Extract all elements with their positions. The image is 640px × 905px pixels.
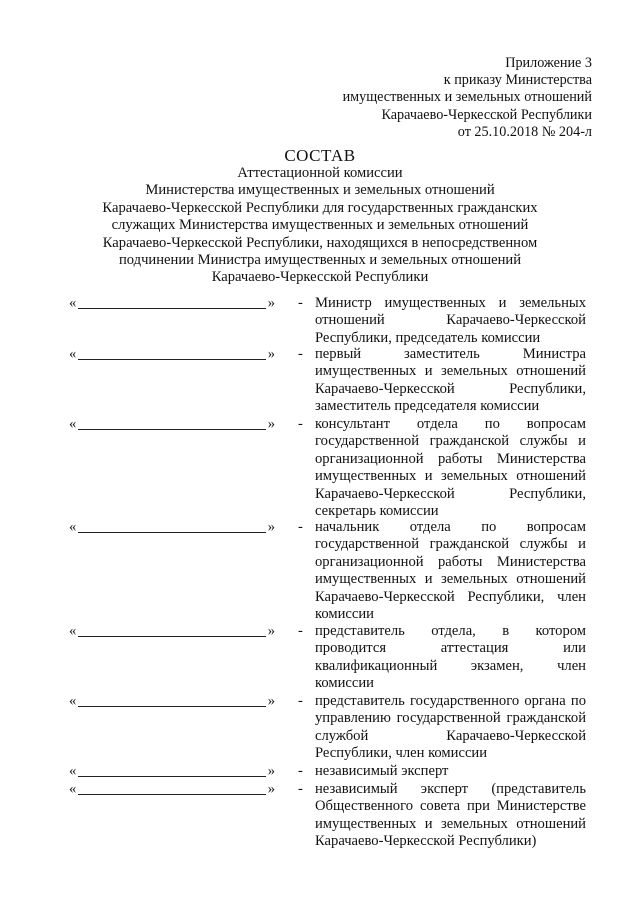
heading-line: служащих Министерства имущественных и земельных отношений — [111, 217, 529, 234]
name-blank — [69, 781, 275, 798]
dash: - — [298, 623, 303, 639]
heading-line: Министерства имущественных и земельных отношений — [145, 182, 495, 199]
open-quote: « — [69, 519, 77, 535]
commission-member — [0, 763, 640, 781]
open-quote: « — [69, 763, 77, 779]
document-heading — [80, 146, 560, 287]
heading-line: Карачаево-Черкесской Республики — [211, 269, 429, 286]
dash: - — [298, 693, 303, 709]
heading-line: подчинении Министра имущественных и земельных отношений — [118, 252, 522, 269]
blank-line — [78, 359, 266, 360]
close-quote: » — [267, 781, 275, 797]
blank-line — [78, 532, 266, 533]
appendix-order-ref: к приказу Министерства — [443, 72, 592, 89]
commission-member — [0, 295, 640, 346]
name-blank — [69, 519, 275, 536]
close-quote: » — [267, 763, 275, 779]
member-role: консультант отдела по вопросам государственной гражданской службы и организационной работы Министерства имущественных и земельных отношений Карачаево-Черкесской Республики, секретарь комиссии — [315, 416, 586, 520]
appendix-number: Приложение 3 — [505, 55, 592, 71]
heading-line: Карачаево-Черкесской Республики для государственных гражданских — [102, 199, 538, 216]
appendix-ministry: имущественных и земельных отношений — [342, 89, 592, 106]
dash: - — [298, 519, 303, 535]
name-blank — [69, 295, 275, 312]
dash: - — [298, 295, 303, 311]
appendix-date: от 25.10.2018 № 204-л — [457, 123, 592, 140]
member-role: представитель государственного органа по управлению государственной гражданской службой Карачаево-Черкесской Республики, член комиссии — [315, 693, 586, 762]
heading-line: Аттестационной комиссии — [237, 165, 403, 181]
blank-line — [78, 776, 266, 777]
commission-member — [0, 693, 640, 763]
open-quote: « — [69, 346, 77, 362]
member-role: начальник отдела по вопросам государственной гражданской службы и организационной работы Министерства имущественных и земельных отношений Карачаево-Черкесской Республики, член комиссии — [315, 519, 586, 623]
blank-line — [78, 636, 266, 637]
close-quote: » — [267, 623, 275, 639]
appendix-block — [343, 55, 592, 141]
blank-line — [78, 308, 266, 309]
name-blank — [69, 623, 275, 640]
member-role: независимый эксперт (представитель Общественного совета при Министерстве имущественных и земельных отношений Карачаево-Черкесской Республики) — [315, 781, 586, 850]
open-quote: « — [69, 295, 77, 311]
commission-member — [0, 781, 640, 851]
document-title: СОСТАВ — [284, 146, 356, 165]
open-quote: « — [69, 693, 77, 709]
commission-member — [0, 346, 640, 416]
commission-member-list — [0, 295, 640, 851]
blank-line — [78, 706, 266, 707]
member-role: первый заместитель Министра имущественных и земельных отношений Карачаево-Черкесской Республики, заместитель председателя комиссии — [315, 346, 586, 415]
member-role: независимый эксперт — [315, 763, 449, 779]
blank-line — [78, 794, 266, 795]
member-role: Министр имущественных и земельных отношений Карачаево-Черкесской Республики, председатель комиссии — [315, 295, 586, 346]
blank-line — [78, 429, 266, 430]
name-blank — [69, 416, 275, 433]
open-quote: « — [69, 781, 77, 797]
close-quote: » — [267, 346, 275, 362]
dash: - — [298, 346, 303, 362]
close-quote: » — [267, 416, 275, 432]
commission-member — [0, 519, 640, 623]
name-blank — [69, 346, 275, 363]
member-role: представитель отдела, в котором проводится аттестация или квалификационный экзамен, член комиссии — [315, 623, 586, 692]
dash: - — [298, 781, 303, 797]
dash: - — [298, 416, 303, 432]
open-quote: « — [69, 623, 77, 639]
name-blank — [69, 763, 275, 780]
name-blank — [69, 693, 275, 710]
close-quote: » — [267, 295, 275, 311]
dash: - — [298, 763, 303, 779]
commission-member — [0, 623, 640, 693]
close-quote: » — [267, 519, 275, 535]
close-quote: » — [267, 693, 275, 709]
heading-line: Карачаево-Черкесской Республики, находящихся в непосредственном — [102, 234, 538, 251]
appendix-republic: Карачаево-Черкесской Республики — [381, 106, 592, 123]
commission-member — [0, 416, 640, 519]
open-quote: « — [69, 416, 77, 432]
